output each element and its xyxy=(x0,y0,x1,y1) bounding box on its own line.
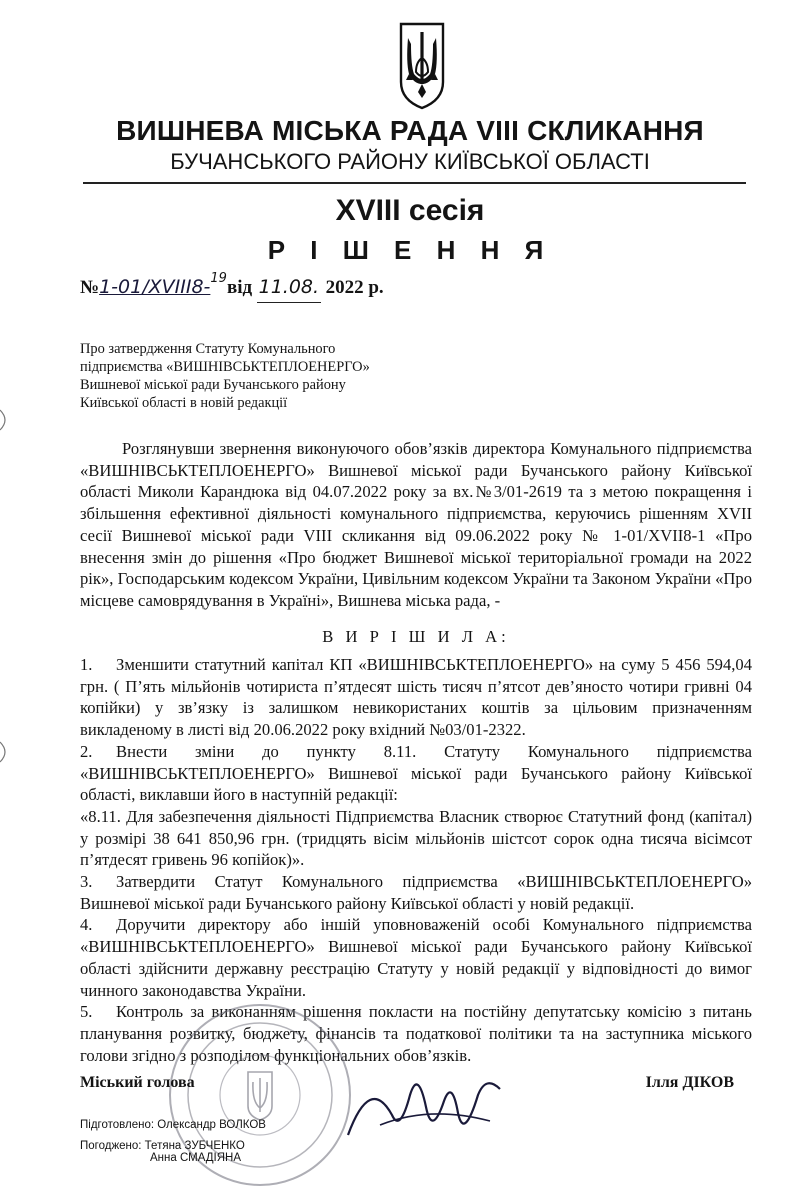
trident-emblem-icon xyxy=(397,22,447,110)
header-divider xyxy=(83,182,746,184)
decision-item xyxy=(80,914,752,1001)
number-sign: № xyxy=(80,277,100,298)
decision-subject xyxy=(80,340,392,412)
session-title: XVIII сесія xyxy=(335,194,485,227)
item-text: Контроль за виконанням рішення покласти на постійну депутатську комісію з питань планування розвитку, бюджету, фінансів та податкової політики та на заступника міського голови згідно з розподілом функціональних обов’язків. xyxy=(80,1002,752,1065)
item-text: «8.11. Для забезпечення діяльності Підприємства Власник створює Статутний фонд (капітал) у розмірі 38 641 850,96 грн. (тридцять вісім мільйонів шістсот сорок одна тисяча вісімсот п’ятдесят гривень 96 копійок)». xyxy=(80,806,752,870)
preamble: Розглянувши звернення виконуючого обов’язків директора Комунального підприємства «ВИШНІВСЬКТЕПЛОЕНЕРГО» Вишневої міської ради Бучанського району Київської області Миколи Карандюка від 04.07.2022 року за вх.№3/01-2619 та з метою покращення і збільшення ефективної діяльності комунального підприємства, керуючись рішенням XVII сесії Вишневої міської ради VIII скликання від 09.06.2022 року № 1-01/XVII8-1 «Про внесення змін до рішення «Про бюджет Вишневої міської територіальної громади на 2022 рік», Господарським кодексом України, Цивільним кодексом України та Законом України «Про місцеве самоврядування в Україні», Вишнева міська рада, - xyxy=(80,439,752,610)
item-number: 1. xyxy=(80,655,93,674)
mayor-title: Міський голова xyxy=(80,1074,195,1091)
decision-year: 2022 р. xyxy=(325,277,384,298)
item-text: Доручити директору або іншій уповноваженій особі Комунального підприємства «ВИШНІВСЬКТЕПЛОЕНЕРГО» Вишневої міської ради Бучанського району Київської області здійснити державну реєстрацію Статуту у новій редакції у відповідності до вимог чинного законодавства України. xyxy=(80,915,752,1000)
punch-hole-mark-icon xyxy=(0,408,12,432)
prepared-by: Підготовлено: Олександр ВОЛКОВ xyxy=(80,1119,266,1131)
decision-number-line xyxy=(80,272,384,305)
handwritten-number: 1-01/XVIII8- xyxy=(99,276,211,298)
item-number: 2. xyxy=(80,741,93,761)
approval-notes xyxy=(80,1115,266,1157)
decision-item xyxy=(80,871,752,914)
subject-line: Вишневої міської ради Бучанського району xyxy=(80,377,346,393)
item-text: Затвердити Статут Комунального підприємства «ВИШНІВСЬКТЕПЛОЕНЕРГО» Вишневої міської ради Бучанського району Київської області у новій редакції. xyxy=(80,872,752,913)
council-district: БУЧАНСЬКОГО РАЙОНУ КИЇВСЬКОЇ ОБЛАСТІ xyxy=(170,149,650,174)
subject-line: Про затвердження Статуту Комунального xyxy=(80,341,336,357)
item-number: 3. xyxy=(80,872,93,892)
item-text: Зменшити статутний капітал КП «ВИШНІВСЬКТЕПЛОЕНЕРГО» на суму 5 456 594,04 грн. ( П’ять мільйонів чотириста п’ятдесят шість тисяч п’ятсот дев’яносто чотири гривні 04 копійки) у зв’язку із залишком невикористаних коштів за цільовим призначенням викладеному в листі від 20.06.2022 року вхідний №03/01-2322. xyxy=(80,655,752,740)
handwritten-date: 11.08. xyxy=(257,272,321,303)
punch-hole-mark-icon xyxy=(0,740,12,764)
council-title: ВИШНЕВА МІСЬКА РАДА VIII СКЛИКАННЯ xyxy=(116,115,704,146)
decision-item-quote xyxy=(80,806,752,871)
decision-item xyxy=(80,741,752,806)
resolved-heading: В И Р І Ш И Л А: xyxy=(322,627,510,646)
agreed-by-second: Анна СМАДІЯНА xyxy=(150,1152,242,1164)
from-label: від xyxy=(226,277,253,298)
mayor-signature-icon xyxy=(340,1055,510,1155)
item-text: Внести зміни до пункту 8.11. Статуту Комунального підприємства «ВИШНІВСЬКТЕПЛОЕНЕРГО» Вишневої міської ради Бучанського району Київської області, виклавши його в наступній редакції: xyxy=(80,741,752,805)
decision-item xyxy=(80,654,752,741)
item-number: 5. xyxy=(80,1002,93,1022)
mayor-name: Ілля ДІКОВ xyxy=(645,1074,734,1091)
subject-line: Київської області в новій редакції xyxy=(80,395,288,411)
handwritten-number-suffix: 19 xyxy=(210,271,227,286)
item-number: 4. xyxy=(80,915,93,935)
subject-line: підприємства «ВИШНІВСЬКТЕПЛОЕНЕРГО» xyxy=(80,359,370,375)
document-type: Р І Ш Е Н Н Я xyxy=(267,235,553,265)
agreed-by: Погоджено: Тетяна ЗУБЧЕНКО xyxy=(80,1140,245,1152)
